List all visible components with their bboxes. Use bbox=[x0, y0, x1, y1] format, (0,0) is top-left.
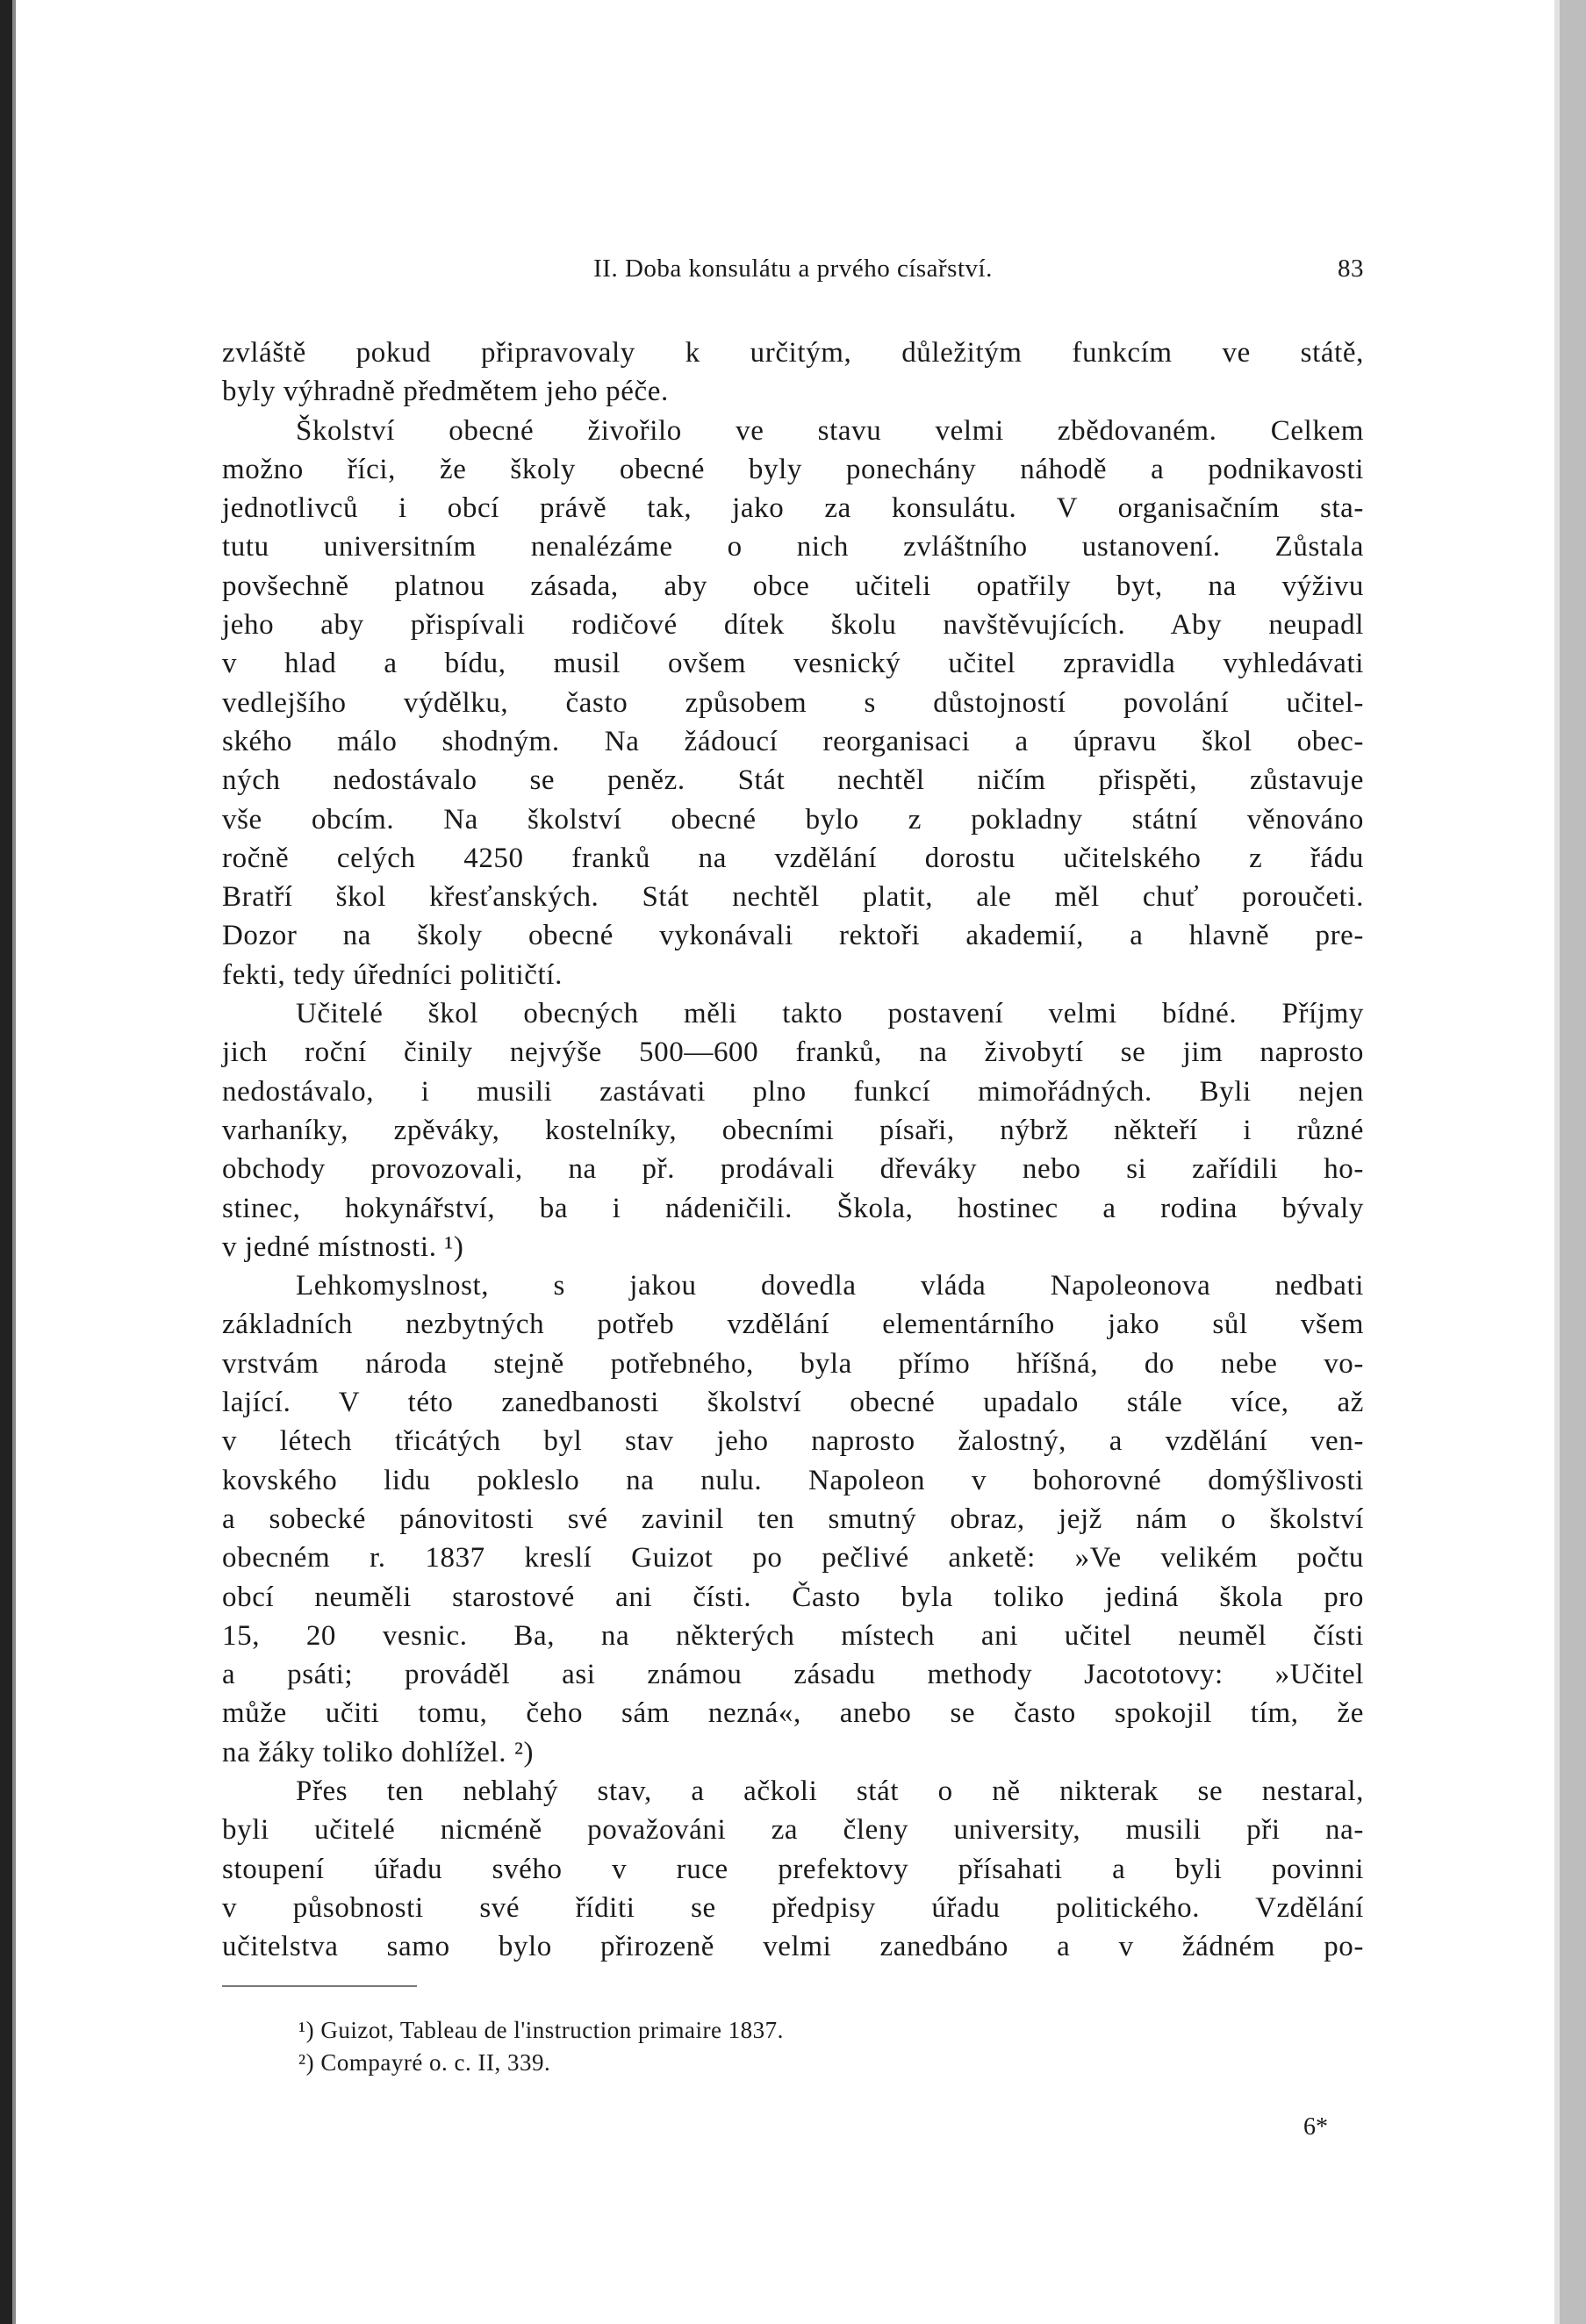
text-line: ského málo shodným. Na žádoucí reorganisaci a úpravu škol obec- bbox=[222, 725, 1364, 757]
paragraph bbox=[222, 1266, 1364, 1772]
text-line: a sobecké pánovitosti své zavinil ten smutný obraz, jejž nám o školství bbox=[222, 1503, 1364, 1535]
text-line: Bratří škol křesťanských. Stát nechtěl platit, ale měl chuť poroučeti. bbox=[222, 881, 1364, 914]
text-line: v působnosti své říditi se předpisy úřadu politického. Vzdělání bbox=[222, 1891, 1364, 1924]
text-line: základních nezbytných potřeb vzdělání elementárního jako sůl všem bbox=[222, 1309, 1364, 1341]
text-line: obecném r. 1837 kreslí Guizot po pečlivé anketě: »Ve velikém počtu bbox=[222, 1542, 1364, 1574]
text-line: v jedné místnosti. ¹) bbox=[222, 1230, 464, 1263]
text-line: obchody provozovali, na př. prodávali dřeváky nebo si zařídili ho- bbox=[222, 1153, 1364, 1186]
scan-edge-left bbox=[0, 0, 12, 2324]
text-line: v hlad a bídu, musil ovšem vesnický učitel zpravidla vyhledávati bbox=[222, 648, 1364, 680]
text-line: vedlejšího výdělku, často způsobem s důstojností povolání učitel- bbox=[222, 686, 1364, 719]
text-line: možno říci, že školy obecné byly ponechány náhodě a podnikavosti bbox=[222, 453, 1364, 485]
text-line: Dozor na školy obecné vykonávali rektoři akademií, a hlavně pre- bbox=[222, 920, 1364, 952]
paragraph bbox=[222, 1772, 1364, 1966]
text-line: stoupení úřadu svého v ruce prefektovy přísahati a byli povinni bbox=[222, 1853, 1364, 1885]
text-line: vrstvám národa stejně potřebného, byla přímo hříšná, do nebe vo- bbox=[222, 1347, 1364, 1380]
text-line: Učitelé škol obecných měli takto postavení velmi bídné. Příjmy bbox=[296, 998, 1364, 1030]
text-line: varhaníky, zpěváky, kostelníky, obecními písaři, nýbrž někteří i různé bbox=[222, 1114, 1364, 1146]
text-line: v létech třicátých byl stav jeho naprosto žalostný, a vzdělání ven- bbox=[222, 1425, 1364, 1458]
text-line: na žáky toliko dohlížel. ²) bbox=[222, 1736, 535, 1768]
signature-mark: 6* bbox=[1303, 2113, 1328, 2141]
text-line: obcí neuměli starostové ani čísti. Často byla toliko jediná škola pro bbox=[222, 1581, 1364, 1613]
page-number: 83 bbox=[1338, 255, 1364, 283]
text-line: Školství obecné živořilo ve stavu velmi zbědovaném. Celkem bbox=[296, 414, 1364, 447]
scan-edge-right bbox=[1560, 0, 1586, 2324]
scan-edge-left-shadow bbox=[12, 0, 16, 2324]
text-line: a psáti; prováděl asi známou zásadu methody Jacototovy: »Učitel bbox=[222, 1659, 1364, 1691]
text-line: povšechně platnou zásada, aby obce učiteli opatřily byt, na výživu bbox=[222, 570, 1364, 602]
text-line: jich roční činily nejvýše 500—600 franků, na živobytí se jim naprosto bbox=[222, 1036, 1364, 1069]
text-line: nedostávalo, i musili zastávati plno funkcí mimořádných. Byli nejen bbox=[222, 1075, 1364, 1108]
text-line: byly výhradně předmětem jeho péče. bbox=[222, 376, 669, 408]
paragraph bbox=[222, 412, 1364, 994]
text-line: 15, 20 vesnic. Ba, na některých místech ani učitel neuměl čísti bbox=[222, 1619, 1364, 1652]
text-line: tutu universitním nenalézáme o nich zvláštního ustanovení. Zůstala bbox=[222, 531, 1364, 563]
footnote-1: ¹) Guizot, Tableau de l'instruction primaire 1837. bbox=[298, 2017, 784, 2043]
text-line: Lehkomyslnost, s jakou dovedla vláda Napoleonova nedbati bbox=[296, 1270, 1364, 1302]
text-line: fekti, tedy úředníci političtí. bbox=[222, 958, 563, 991]
text-line: jeho aby přispívali rodičové dítek školu navštěvujících. Aby neupadl bbox=[222, 609, 1364, 642]
text-line: jednotlivců i obcí právě tak, jako za konsulátu. V organisačním sta- bbox=[222, 492, 1364, 525]
text-line: vše obcím. Na školství obecné bylo z pokladny státní věnováno bbox=[222, 803, 1364, 836]
footnotes bbox=[298, 2014, 784, 2079]
paragraph bbox=[222, 994, 1364, 1266]
text-line: ročně celých 4250 franků na vzdělání dorostu učitelského z řádu bbox=[222, 842, 1364, 874]
footnote-separator bbox=[222, 1985, 417, 1987]
text-line: lající. V této zanedbanosti školství obecné upadalo stále více, až bbox=[222, 1387, 1364, 1419]
text-line: stinec, hokynářství, ba i nádeničili. Škola, hostinec a rodina bývaly bbox=[222, 1192, 1364, 1224]
text-line: kovského lidu pokleslo na nulu. Napoleon v bohorovné domýšlivosti bbox=[222, 1464, 1364, 1496]
text-line: ných nedostávalo se peněz. Stát nechtěl ničím přispěti, zůstavuje bbox=[222, 764, 1364, 797]
paragraph bbox=[222, 334, 1364, 412]
running-title: II. Doba konsulátu a prvého císařství. bbox=[593, 255, 993, 283]
text-line: byli učitelé nicméně považováni za členy university, musili při na- bbox=[222, 1814, 1364, 1847]
running-header bbox=[222, 255, 1364, 290]
text-line: Přes ten neblahý stav, a ačkoli stát o ně nikterak se nestaral, bbox=[296, 1775, 1364, 1807]
body-text bbox=[222, 334, 1364, 1966]
text-line: zvláště pokud připravovaly k určitým, důležitým funkcím ve státě, bbox=[222, 337, 1364, 369]
text-line: učitelstva samo bylo přirozeně velmi zanedbáno a v žádném po- bbox=[222, 1931, 1364, 1963]
footnote-2: ²) Compayré o. c. II, 339. bbox=[298, 2049, 551, 2076]
text-line: může učiti tomu, čeho sám nezná«, anebo se často spokojil tím, že bbox=[222, 1697, 1364, 1730]
